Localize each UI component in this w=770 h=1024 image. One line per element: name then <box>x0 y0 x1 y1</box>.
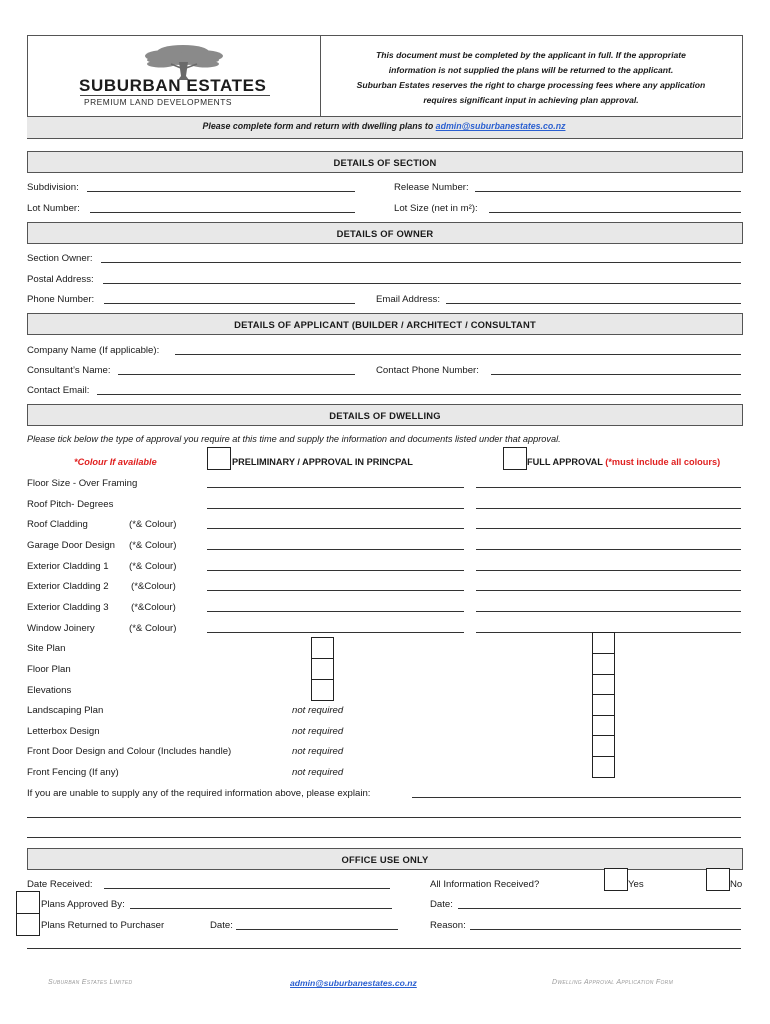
returned-date-field[interactable] <box>236 929 398 930</box>
full-approval-doc-checkbox[interactable] <box>592 715 615 737</box>
reason-field[interactable] <box>470 929 741 930</box>
full-approval-doc-checkbox[interactable] <box>592 674 615 696</box>
all-info-yes-label: Yes <box>628 879 644 890</box>
colour-note: *Colour If available <box>74 457 157 467</box>
notice-text <box>322 48 740 108</box>
full-approval-checkbox[interactable] <box>503 447 527 470</box>
plans-approved-checkbox[interactable] <box>16 891 40 914</box>
release-number-field[interactable] <box>475 191 741 192</box>
dwelling-row-colour-note: (*&Colour) <box>131 581 176 592</box>
explain-label: If you are unable to supply any of the required information above, please explain: <box>27 788 371 799</box>
approved-date-field[interactable] <box>458 908 741 909</box>
plans-approved-label: Plans Approved By: <box>41 899 125 910</box>
footer-company: Suburban Estates Limited <box>48 979 133 986</box>
dwelling-row-label: Exterior Cladding 1 <box>27 561 109 572</box>
logo-rule <box>80 95 270 96</box>
preliminary-doc-checkbox[interactable] <box>311 637 334 659</box>
document-row-label: Elevations <box>27 685 72 696</box>
dwelling-details-heading: DETAILS OF DWELLING <box>27 404 743 426</box>
full-approval-value-field[interactable] <box>476 487 741 488</box>
preliminary-value-field[interactable] <box>207 487 464 488</box>
dwelling-row-label: Roof Pitch- Degrees <box>27 499 114 510</box>
document-row-label: Site Plan <box>27 643 66 654</box>
dwelling-row-colour-note: (*& Colour) <box>129 623 177 634</box>
phone-number-label: Phone Number: <box>27 294 95 305</box>
preliminary-value-field[interactable] <box>207 590 464 591</box>
header-divider <box>320 35 321 116</box>
preliminary-value-field[interactable] <box>207 549 464 550</box>
email-address-field[interactable] <box>446 303 741 304</box>
not-required-note: not required <box>292 746 344 757</box>
logo-tagline: PREMIUM LAND DEVELOPMENTS <box>84 97 232 107</box>
dwelling-row-label: Exterior Cladding 3 <box>27 602 109 613</box>
notice-line-1: This document must be completed by the applicant in full. If the appropriate <box>376 50 686 60</box>
not-required-note: not required <box>292 705 344 716</box>
full-approval-doc-checkbox[interactable] <box>592 653 615 675</box>
owner-details-heading: DETAILS OF OWNER <box>27 222 743 244</box>
office-use-heading: OFFICE USE ONLY <box>27 848 743 870</box>
explain-field-2[interactable] <box>27 817 741 818</box>
preliminary-doc-checkbox[interactable] <box>311 658 334 680</box>
full-approval-value-field[interactable] <box>476 590 741 591</box>
phone-number-field[interactable] <box>104 303 355 304</box>
dwelling-row-label: Roof Cladding <box>27 519 88 530</box>
plans-approved-field[interactable] <box>130 908 392 909</box>
plans-returned-label: Plans Returned to Purchaser <box>41 920 165 931</box>
lot-size-label: Lot Size (net in m²): <box>394 203 478 214</box>
section-owner-label: Section Owner: <box>27 253 93 264</box>
notice-line-3: Suburban Estates reserves the right to charge processing fees where any application <box>356 80 706 90</box>
postal-address-label: Postal Address: <box>27 274 94 285</box>
contact-email-field[interactable] <box>97 394 741 395</box>
explain-field-1[interactable] <box>412 797 741 798</box>
full-approval-note: (*must include all colours) <box>605 457 721 467</box>
preliminary-doc-checkbox[interactable] <box>311 679 334 701</box>
reason-label: Reason: <box>430 920 466 931</box>
dwelling-row-label: Garage Door Design <box>27 540 115 551</box>
full-approval-value-field[interactable] <box>476 611 741 612</box>
footer-form-name: Dwelling Approval Application Form <box>552 979 674 986</box>
subdivision-field[interactable] <box>87 191 355 192</box>
reason-field-continued[interactable] <box>27 948 741 949</box>
company-name-field[interactable] <box>175 354 741 355</box>
approval-instruction: Please tick below the type of approval you require at this time and supply the information and documents listed under that approval. <box>27 434 561 444</box>
preliminary-value-field[interactable] <box>207 570 464 571</box>
document-row-label: Floor Plan <box>27 664 71 675</box>
full-approval-value-field[interactable] <box>476 528 741 529</box>
full-approval-value-field[interactable] <box>476 549 741 550</box>
dwelling-row-colour-note: (*& Colour) <box>129 540 177 551</box>
full-approval-value-field[interactable] <box>476 570 741 571</box>
release-number-label: Release Number: <box>394 182 469 193</box>
dwelling-row-label: Floor Size - Over Framing <box>27 478 138 489</box>
notice-line-4: requires significant input in achieving plan approval. <box>423 95 639 105</box>
dwelling-row-label: Exterior Cladding 2 <box>27 581 109 592</box>
contact-email-label: Contact Email: <box>27 385 90 396</box>
consultant-name-field[interactable] <box>118 374 355 375</box>
applicant-details-heading: DETAILS OF APPLICANT (BUILDER / ARCHITECT / CONSULTANT <box>27 313 743 335</box>
return-instruction <box>27 121 741 131</box>
all-info-no-label: No <box>730 879 743 890</box>
email-address-label: Email Address: <box>376 294 440 305</box>
date-received-field[interactable] <box>104 888 390 889</box>
preliminary-value-field[interactable] <box>207 528 464 529</box>
document-row-label: Front Door Design and Colour (Includes handle) <box>27 746 232 757</box>
notice-line-2: information is not supplied the plans will be returned to the applicant. <box>388 65 674 75</box>
document-row-label: Front Fencing (If any) <box>27 767 119 778</box>
returned-date-label: Date: <box>210 920 233 931</box>
company-name-label: Company Name (If applicable): <box>27 345 160 356</box>
full-approval-title <box>527 457 720 467</box>
full-approval-doc-checkbox[interactable] <box>592 694 615 716</box>
not-required-note: not required <box>292 726 344 737</box>
preliminary-approval-label: PRELIMINARY / APPROVAL IN PRINCPAL <box>232 457 413 467</box>
lot-number-field[interactable] <box>90 212 355 213</box>
date-received-label: Date Received: <box>27 879 93 890</box>
full-approval-label: FULL APPROVAL <box>527 457 606 467</box>
preliminary-approval-checkbox[interactable] <box>207 447 231 470</box>
dwelling-row-colour-note: (*& Colour) <box>129 519 177 530</box>
full-approval-doc-checkbox[interactable] <box>592 735 615 757</box>
plans-returned-checkbox[interactable] <box>16 913 40 936</box>
consultant-name-label: Consultant’s Name: <box>27 365 111 376</box>
all-info-yes-checkbox[interactable] <box>604 868 628 891</box>
lot-size-field[interactable] <box>489 212 741 213</box>
explain-field-3[interactable] <box>27 837 741 838</box>
all-info-label: All Information Received? <box>430 879 540 890</box>
full-approval-doc-checkbox[interactable] <box>592 756 615 778</box>
subdivision-label: Subdivision: <box>27 182 79 193</box>
not-required-note: not required <box>292 767 344 778</box>
section-details-heading: DETAILS OF SECTION <box>27 151 743 173</box>
dwelling-row-label: Window Joinery <box>27 623 95 634</box>
preliminary-value-field[interactable] <box>207 611 464 612</box>
postal-address-field[interactable] <box>103 283 741 284</box>
all-info-no-checkbox[interactable] <box>706 868 730 891</box>
contact-phone-field[interactable] <box>491 374 741 375</box>
document-row-label: Letterbox Design <box>27 726 100 737</box>
logo-name: SUBURBAN ESTATES <box>79 76 267 95</box>
full-approval-value-field[interactable] <box>476 508 741 509</box>
dwelling-row-colour-note: (*&Colour) <box>131 602 176 613</box>
full-approval-doc-checkbox[interactable] <box>592 632 615 654</box>
document-row-label: Landscaping Plan <box>27 705 104 716</box>
return-text: Please complete form and return with dwelling plans to <box>202 121 436 131</box>
lot-number-label: Lot Number: <box>27 203 80 214</box>
contact-phone-label: Contact Phone Number: <box>376 365 479 376</box>
dwelling-row-colour-note: (*& Colour) <box>129 561 177 572</box>
section-owner-field[interactable] <box>101 262 741 263</box>
approved-date-label: Date: <box>430 899 453 910</box>
preliminary-value-field[interactable] <box>207 632 464 633</box>
footer-email-link[interactable]: admin@suburbanestates.co.nz <box>290 978 417 988</box>
preliminary-value-field[interactable] <box>207 508 464 509</box>
return-email-link[interactable]: admin@suburbanestates.co.nz <box>435 121 566 131</box>
